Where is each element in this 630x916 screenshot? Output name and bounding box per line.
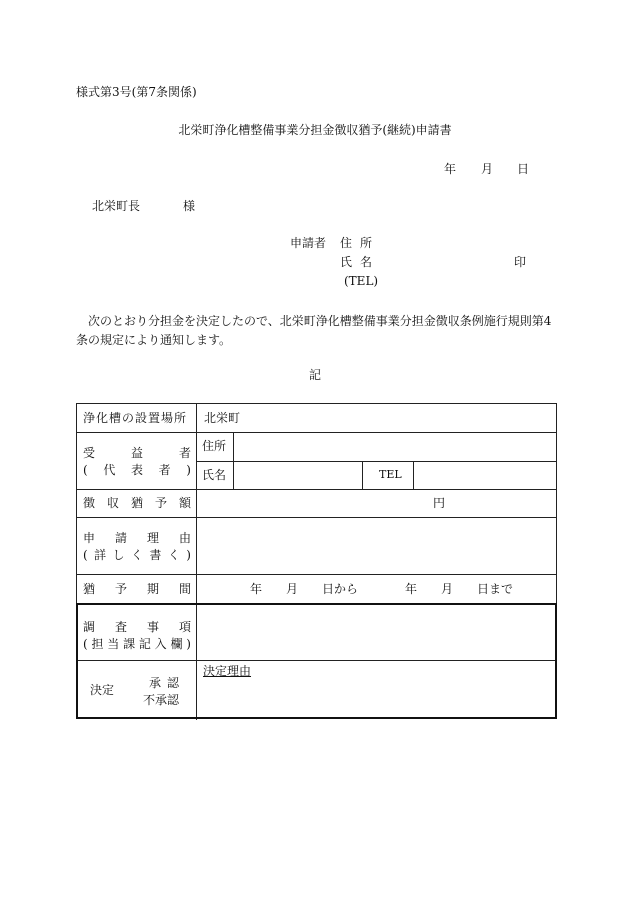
label-char: )	[186, 637, 191, 651]
document-title: 北栄町浄化槽整備事業分担金徴収猶予(継続)申請書	[178, 123, 452, 137]
label-char: 書	[149, 548, 162, 562]
label-char: 当	[107, 637, 120, 651]
row-divider	[77, 489, 556, 490]
column-divider	[233, 432, 234, 489]
row-divider	[77, 574, 556, 575]
ki-label: 記	[308, 368, 321, 382]
period-from-day: 日から	[322, 582, 359, 596]
applicant-address-label: 住所	[340, 236, 381, 250]
label-char: 者	[178, 446, 191, 460]
label-char: 項	[178, 620, 191, 634]
label-char: 課	[123, 637, 136, 651]
applicant-label: 申請者	[290, 236, 327, 250]
label-char: 事	[146, 620, 159, 634]
label-char: 担	[91, 637, 104, 651]
beneficiary-address-label: 住所	[202, 439, 227, 453]
date-month: 月	[481, 162, 494, 176]
label-char: 表	[130, 463, 143, 477]
decision-reason-label: 決定理由	[203, 664, 252, 678]
date-day: 日	[517, 162, 530, 176]
amount-unit: 円	[433, 496, 446, 510]
period-label	[83, 583, 191, 595]
label-char: 猶	[83, 582, 96, 596]
amount-label	[83, 497, 191, 509]
label-char: 予	[114, 582, 127, 596]
label-char: 由	[178, 531, 191, 545]
applicant-tel-label: (TEL)	[344, 274, 379, 288]
row-divider	[77, 432, 556, 433]
period-to-day: 日まで	[477, 582, 514, 596]
label-char: (	[83, 463, 88, 477]
label-char: く	[167, 548, 180, 562]
label-char: 記	[138, 637, 151, 651]
column-divider	[413, 461, 414, 489]
label-char: 申	[83, 531, 96, 545]
label-char: 猶	[130, 496, 143, 510]
label-char: (	[83, 548, 88, 562]
period-to-year: 年	[405, 582, 418, 596]
label-char: 徴	[83, 496, 96, 510]
disapprove-option: 不承認	[143, 693, 180, 707]
label-char: 請	[114, 531, 127, 545]
label-char: し	[112, 548, 125, 562]
label-char: 入	[154, 637, 167, 651]
label-char: 理	[146, 531, 159, 545]
notice-body-text: 次のとおり分担金を決定したので、北栄町浄化槽整備事業分担金徴収条例施行規則第4条の規定により通知します。	[76, 314, 552, 347]
location-label: 浄化槽の設置場所	[83, 411, 188, 425]
date-year: 年	[444, 162, 457, 176]
label-char: 査	[114, 620, 127, 634]
label-char: 額	[178, 496, 191, 510]
form-number: 様式第3号(第7条関係)	[76, 85, 197, 99]
reason-label	[83, 532, 191, 544]
beneficiary-tel-label: TEL	[379, 468, 402, 481]
location-value: 北栄町	[204, 411, 241, 425]
applicant-name-label: 氏名	[340, 255, 381, 269]
beneficiary-sublabel	[83, 464, 191, 476]
label-char: 期	[146, 582, 159, 596]
approve-option: 承認	[149, 676, 186, 690]
period-from-month: 月	[286, 582, 299, 596]
label-char: 収	[106, 496, 119, 510]
beneficiary-name-label: 氏名	[202, 468, 227, 482]
reason-sublabel	[83, 549, 191, 561]
row-divider	[77, 517, 556, 518]
addressee: 北栄町長	[92, 199, 141, 213]
seal-mark: 印	[514, 255, 527, 269]
label-char: 代	[103, 463, 116, 477]
period-from-year: 年	[250, 582, 263, 596]
label-char: 益	[130, 446, 143, 460]
label-char: く	[130, 548, 143, 562]
label-char: 予	[154, 496, 167, 510]
row-divider	[197, 461, 556, 462]
label-char: 者	[158, 463, 171, 477]
label-char: (	[83, 637, 88, 651]
column-divider	[362, 461, 363, 489]
official-use-border	[76, 603, 557, 719]
period-to-month: 月	[441, 582, 454, 596]
beneficiary-label	[83, 447, 191, 459]
label-char: 間	[178, 582, 191, 596]
label-char: )	[186, 463, 191, 477]
decision-label: 決定	[90, 683, 115, 697]
label-char: 欄	[170, 637, 183, 651]
label-char: 調	[83, 620, 96, 634]
label-char: 受	[83, 446, 96, 460]
addressee-honorific: 様	[183, 199, 196, 213]
label-char: )	[186, 548, 191, 562]
label-char: 詳	[94, 548, 107, 562]
